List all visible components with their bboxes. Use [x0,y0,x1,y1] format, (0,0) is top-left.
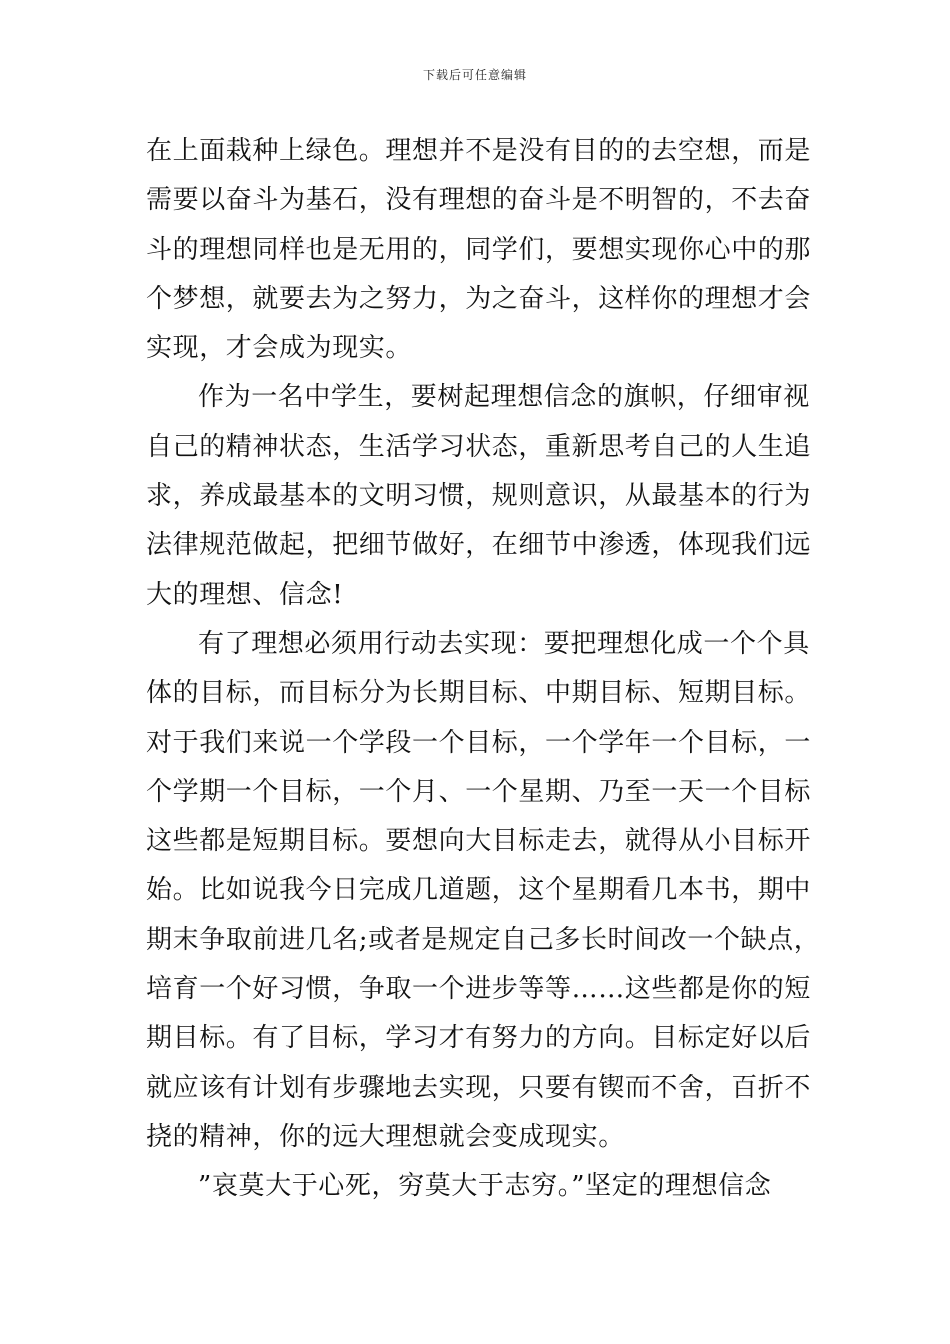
text-line: 这些都是短期目标。要想向大目标走去，就得从小目标开 [146,826,812,857]
text-line: 个学期一个目标，一个月、一个星期、乃至一天一个目标 [146,776,812,807]
text-line: 在上面栽种上绿色。理想并不是没有目的的去空想，而是 [146,136,812,166]
text-line: 自己的精神状态，生活学习状态，重新思考自己的人生追 [146,431,812,462]
text-line: 个梦想，就要去为之努力，为之奋斗，这样你的理想才会 [146,283,812,314]
text-line: 法律规范做起，把细节做好，在细节中渗透，体现我们远 [146,530,812,561]
text-line: 体的目标，而目标分为长期目标、中期目标、短期目标。 [146,678,812,709]
paragraph-first-line: 作为一名中学生，要树起理想信念的旗帜，仔细审视 [198,382,810,413]
page-header-note: 下载后可任意编辑 [422,68,527,82]
document-body [146,127,821,1212]
text-line: 实现，才会成为现实。 [146,333,413,364]
text-line: 期目标。有了目标，学习才有努力的方向。目标定好以后 [146,1023,812,1054]
text-line: 求，养成最基本的文明习惯，规则意识，从最基本的行为 [146,481,812,512]
text-line: 对于我们来说一个学段一个目标，一个学年一个目标，一 [146,727,812,758]
text-line: 期末争取前进几名;或者是规定自己多长时间改一个缺点， [146,924,821,955]
text-line: 就应该有计划有步骤地去实现，只要有锲而不舍，百折不 [146,1072,812,1103]
text-line: 大的理想、信念! [146,579,344,610]
text-line: 始。比如说我今日完成几道题，这个星期看几本书，期中 [146,875,812,906]
text-line: 需要以奋斗为基石，没有理想的奋斗是不明智的，不去奋 [146,185,812,216]
text-line: 斗的理想同样也是无用的，同学们，要想实现你心中的那 [146,234,812,265]
paragraph-first-line: 有了理想必须用行动去实现：要把理想化成一个个具 [198,628,810,659]
text-line: 挠的精神，你的远大理想就会变成现实。 [146,1121,625,1152]
paragraph-first-line: ”哀莫大于心死，穷莫大于志穷。”坚定的理想信念 [198,1171,772,1202]
text-line: 培育一个好习惯，争取一个进步等等……这些都是你的短 [146,974,812,1005]
